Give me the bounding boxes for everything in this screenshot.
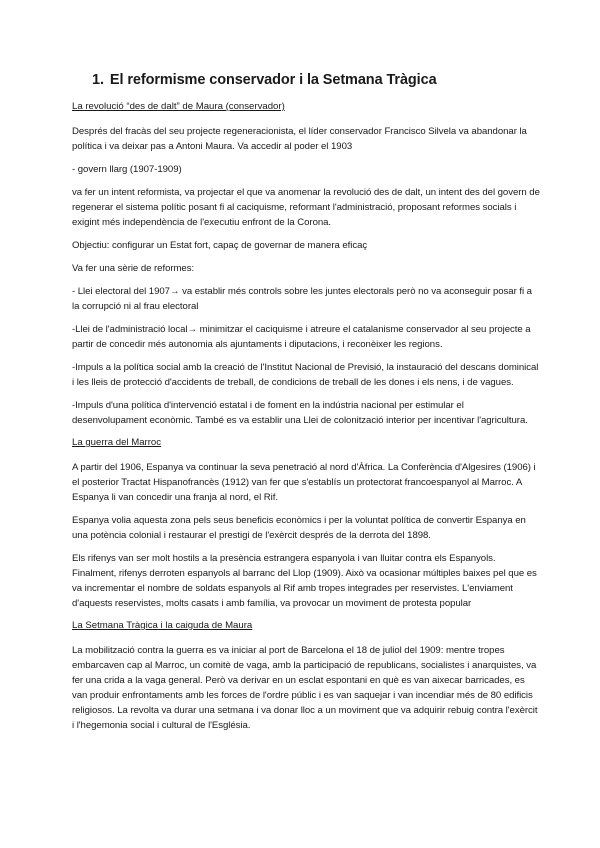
paragraph: Després del fracàs del seu projecte regeneracionista, el líder conservador Francisco Silvela va abandonar la política i va deixar pas a Antoni Maura. Va accedir al poder el 1903 [72, 126, 527, 152]
title-text: El reformisme conservador i la Setmana Tràgica [109, 72, 437, 88]
list-item: -Impuls d'una política d'intervenció estatal i de foment en la indústria nacional per estimular el desenvolupament econòmic. També es va establir una Llei de colonització interior per incentivar l'agricultura. [72, 400, 528, 426]
list-item: - Llei electoral del 1907→ va establir més controls sobre les juntes electorals però no va aconseguir posar fi a la corrupció ni al frau electoral [72, 286, 532, 312]
section-heading: La revolució “des de dalt” de Maura (conservador) [72, 101, 285, 112]
paragraph: va fer un intent reformista, va projectar el que va anomenar la revolució des de dalt, un intent des del govern de regenerar el sistema polític posant fi al caciquisme, reformant l'administració, proposant reformes socials i exigint més independència de l'executiu enfront de la Corona. [72, 187, 540, 228]
paragraph: Espanya volia aquesta zona pels seus beneficis econòmics i per la voluntat política de convertir Espanya en una potència colonial i restaurar el prestigi de l'exèrcit després de la derrota del 1898. [72, 515, 526, 541]
paragraph: La mobilització contra la guerra es va iniciar al port de Barcelona el 18 de juliol del 1909: mentre tropes embarcaven cap al Marroc, un comitè de vaga, amb la participació de republicans, socialistes i anarquistes, va fer una crida a la vaga general. Però va derivar en un esclat espontani en què es van aixecar barricades, es van produir enfrontaments amb les forces de l'ordre públic i es van saquejar i van incendiar més de 80 edificis religiosos. La revolta va durar una setmana i va donar lloc a un moviment que va adquirir rebuig contra l'exèrcit i l'hegemonia social i cultural de l'Església. [72, 645, 538, 731]
list-item: -Impuls a la política social amb la creació de l'Institut Nacional de Previsió, la instauració del descans dominical i les lleis de protecció d'accidents de treball, de condicions de treball de les dones i els nens, i de vagues. [72, 362, 539, 388]
paragraph: Objectiu: configurar un Estat fort, capaç de governar de manera eficaç [72, 240, 368, 251]
section-heading: La Setmana Tràgica i la caiguda de Maura [72, 620, 253, 631]
paragraph: Els rifenys van ser molt hostils a la presència estrangera espanyola i van lluitar contra els Espanyols. Finalment, rifenys derroten espanyols al barranc del Llop (1909). Això va ocasionar múltiples baixes pel que es va incrementar el nombre de soldats espanyols al Rif amb tropes integrades per reservistes. L'enviament d'aquests reservistes, molts casats i amb família, va provocar un moviment de protesta popular [72, 553, 537, 609]
title-number: 1. [92, 72, 104, 88]
page-title [92, 72, 540, 88]
paragraph: A partir del 1906, Espanya va continuar la seva penetració al nord d'Àfrica. La Conferència d'Algesires (1906) i el posterior Tractat Hispanofrancès (1912) van fer que s'establís un protectorat francoespanyol al Marroc. A Espanya li van concedir una franja al nord, el Rif. [72, 462, 536, 503]
list-item: -Llei de l'administració local→ minimitzar el caciquisme i atreure el catalanisme conservador al seu projecte a partir de concedir més autonomia als ajuntaments i diputacions, i reconèixer les regions. [72, 324, 531, 350]
paragraph: Va fer una sèrie de reformes: [72, 263, 195, 274]
paragraph: - govern llarg (1907-1909) [72, 164, 182, 175]
section-heading: La guerra del Marroc [72, 437, 162, 448]
